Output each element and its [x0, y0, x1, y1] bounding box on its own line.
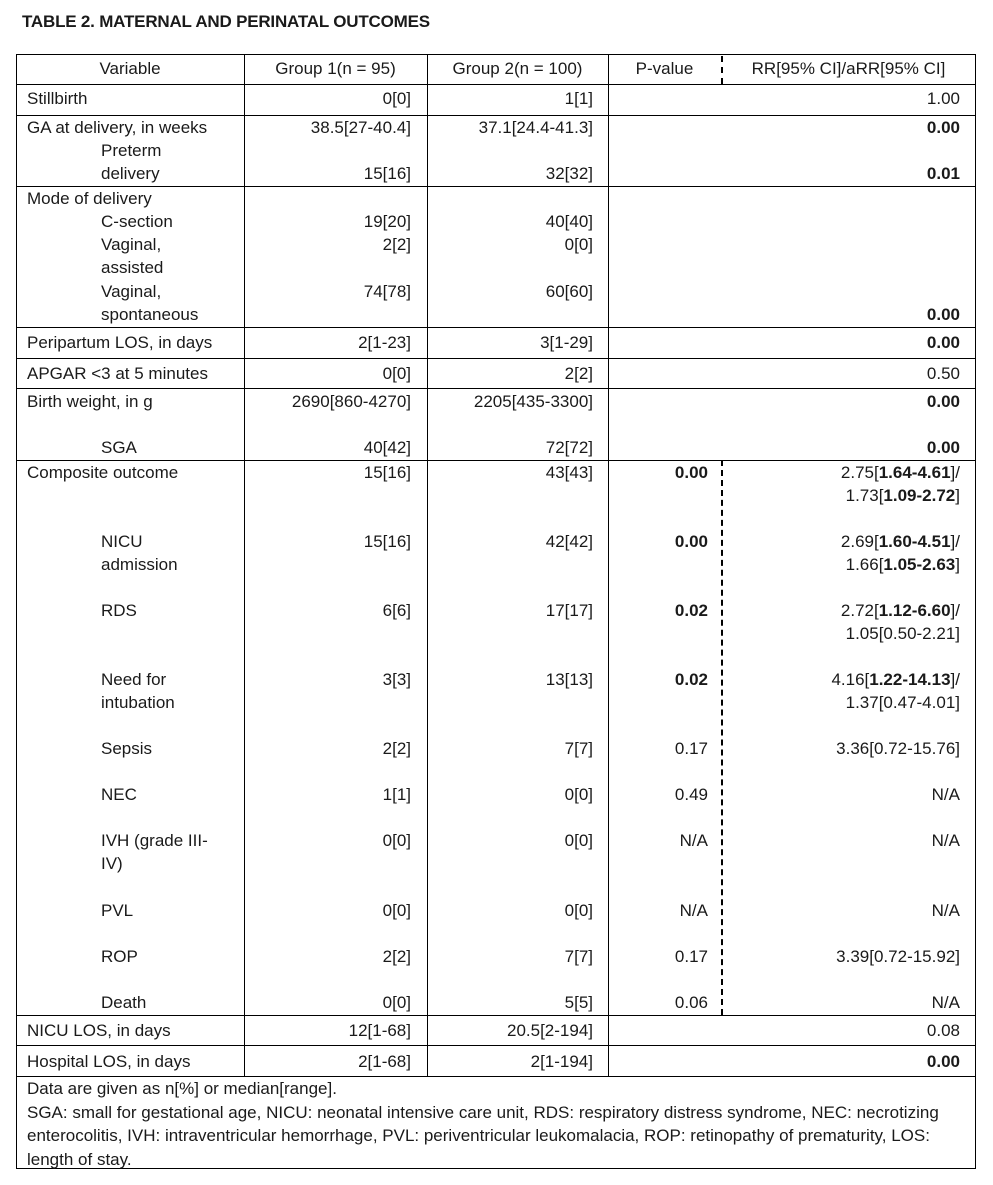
group2-value: 42[42]: [545, 532, 593, 551]
group1-value: 0[0]: [382, 901, 411, 920]
group2-value: 0[0]: [564, 235, 593, 254]
row-divider: [16, 1045, 976, 1046]
row-label: Preterm: [101, 141, 162, 160]
row-label: Hospital LOS, in days: [27, 1052, 191, 1071]
p-value: 1.00: [926, 89, 960, 108]
group1-value: 2[2]: [382, 739, 411, 758]
group1-value: 2[2]: [382, 235, 411, 254]
row-label: Death: [101, 993, 147, 1012]
p-value: 0.01: [926, 164, 960, 183]
row-label: NICU: [101, 532, 143, 551]
group2-value: 0[0]: [564, 901, 593, 920]
group2-value: 0[0]: [564, 831, 593, 850]
footnote-data-format: Data are given as n[%] or median[range].: [27, 1079, 337, 1098]
rr-value: 2.75[1.64-4.61]/: [840, 463, 960, 482]
row-label: APGAR <3 at 5 minutes: [27, 364, 208, 383]
row-divider: [16, 1015, 976, 1016]
p-value: 0.49: [674, 785, 708, 804]
group2-value: 7[7]: [564, 739, 593, 758]
row-label: SGA: [101, 438, 137, 457]
row-label: RDS: [101, 601, 137, 620]
group1-value: 6[6]: [382, 601, 411, 620]
row-label: delivery: [101, 164, 160, 183]
header-rr: RR[95% CI]/aRR[95% CI]: [751, 59, 946, 78]
row-label: assisted: [101, 258, 164, 277]
group1-value: 15[16]: [363, 164, 411, 183]
arr-value: 1.66[1.05-2.63]: [845, 555, 960, 574]
row-label: admission: [101, 555, 178, 574]
group2-value: 0[0]: [564, 785, 593, 804]
group2-value: 7[7]: [564, 947, 593, 966]
p-value: 0.00: [926, 305, 960, 324]
p-value: 0.17: [674, 739, 708, 758]
rr-value: N/A: [931, 785, 960, 804]
group2-value: 37.1[24.4-41.3]: [478, 118, 593, 137]
row-divider: [16, 186, 976, 187]
rr-value: 4.16[1.22-14.13]/: [831, 670, 960, 689]
row-divider: [16, 358, 976, 359]
p-value: 0.17: [674, 947, 708, 966]
group2-value: 60[60]: [545, 282, 593, 301]
rr-value: N/A: [931, 993, 960, 1012]
group1-value: 3[3]: [382, 670, 411, 689]
p-value: 0.00: [926, 392, 960, 411]
row-label: Vaginal,: [101, 235, 162, 254]
group1-value: 15[16]: [363, 463, 411, 482]
column-divider: [608, 54, 609, 1077]
group1-value: 2690[860-4270]: [291, 392, 411, 411]
p-value: 0.50: [926, 364, 960, 383]
group1-value: 40[42]: [363, 438, 411, 457]
row-label: NICU LOS, in days: [27, 1021, 171, 1040]
row-divider: [16, 327, 976, 328]
header-pvalue: P-value: [635, 59, 694, 78]
group1-value: 74[78]: [363, 282, 411, 301]
p-value: N/A: [679, 901, 708, 920]
arr-value: 1.37[0.47-4.01]: [845, 693, 960, 712]
header-group1: Group 1(n = 95): [275, 59, 396, 78]
group2-value: 1[1]: [564, 89, 593, 108]
group1-value: 0[0]: [382, 831, 411, 850]
p-value: 0.00: [926, 438, 960, 457]
row-divider: [16, 84, 976, 85]
column-divider: [427, 54, 428, 1077]
group2-value: 5[5]: [564, 993, 593, 1012]
p-value: 0.00: [926, 333, 960, 352]
rr-value: 3.36[0.72-15.76]: [836, 739, 960, 758]
group1-value: 19[20]: [363, 212, 411, 231]
arr-value: 1.73[1.09-2.72]: [845, 486, 960, 505]
header-variable: Variable: [99, 59, 161, 78]
p-value: N/A: [679, 831, 708, 850]
row-label: Stillbirth: [27, 89, 88, 108]
group1-value: 0[0]: [382, 89, 411, 108]
group1-value: 2[1-23]: [358, 333, 411, 352]
group2-value: 2[2]: [564, 364, 593, 383]
header-group2: Group 2(n = 100): [452, 59, 583, 78]
p-value: 0.00: [926, 1052, 960, 1071]
arr-value: 1.05[0.50-2.21]: [845, 624, 960, 643]
rr-value: N/A: [931, 901, 960, 920]
group2-value: 20.5[2-194]: [506, 1021, 593, 1040]
group2-value: 2205[435-3300]: [473, 392, 593, 411]
row-label: Composite outcome: [27, 463, 179, 482]
row-label: IV): [101, 854, 123, 873]
p-value: 0.00: [674, 463, 708, 482]
footnote-abbreviations: SGA: small for gestational age, NICU: neonatal intensive care unit, RDS: respiratory distress syndrome, NEC: necrotizing enterocolitis, IVH: intraventricular hemorrhage, PVL: periventricular leukomalacia, ROP: retinopathy of prematurity, LOS: length of stay.: [27, 1102, 939, 1169]
group2-value: 43[43]: [545, 463, 593, 482]
group1-value: 38.5[27-40.4]: [310, 118, 411, 137]
row-label: Sepsis: [101, 739, 153, 758]
group2-value: 72[72]: [545, 438, 593, 457]
rr-value: 2.72[1.12-6.60]/: [840, 601, 960, 620]
group1-value: 15[16]: [363, 532, 411, 551]
group2-value: 2[1-194]: [530, 1052, 593, 1071]
row-label: Vaginal,: [101, 282, 162, 301]
group2-value: 3[1-29]: [540, 333, 593, 352]
row-label: ROP: [101, 947, 138, 966]
row-divider: [16, 388, 976, 389]
group2-value: 13[13]: [545, 670, 593, 689]
group2-value: 40[40]: [545, 212, 593, 231]
group1-value: 0[0]: [382, 364, 411, 383]
rr-value: N/A: [931, 831, 960, 850]
table-title: TABLE 2. MATERNAL AND PERINATAL OUTCOMES: [22, 12, 430, 31]
column-divider: [244, 54, 245, 1077]
p-value: 0.02: [674, 670, 708, 689]
row-label: GA at delivery, in weeks: [27, 118, 208, 137]
table-footnote: [27, 1077, 967, 1171]
row-label: Mode of delivery: [27, 189, 152, 208]
rr-value: 3.39[0.72-15.92]: [836, 947, 960, 966]
group2-value: 32[32]: [545, 164, 593, 183]
group1-value: 0[0]: [382, 993, 411, 1012]
rr-value: 2.69[1.60-4.51]/: [840, 532, 960, 551]
row-label: Need for: [101, 670, 167, 689]
p-value: 0.08: [926, 1021, 960, 1040]
p-value: 0.00: [674, 532, 708, 551]
row-label: intubation: [101, 693, 175, 712]
row-label: IVH (grade III-: [101, 831, 208, 850]
group1-value: 1[1]: [382, 785, 411, 804]
p-value: 0.06: [674, 993, 708, 1012]
p-value: 0.02: [674, 601, 708, 620]
row-label: Peripartum LOS, in days: [27, 333, 213, 352]
group1-value: 2[2]: [382, 947, 411, 966]
row-label: spontaneous: [101, 305, 199, 324]
group1-value: 12[1-68]: [348, 1021, 411, 1040]
row-label: Birth weight, in g: [27, 392, 153, 411]
group2-value: 17[17]: [545, 601, 593, 620]
row-label: NEC: [101, 785, 137, 804]
group1-value: 2[1-68]: [358, 1052, 411, 1071]
row-label: C-section: [101, 212, 173, 231]
row-label: PVL: [101, 901, 134, 920]
p-value: 0.00: [926, 118, 960, 137]
